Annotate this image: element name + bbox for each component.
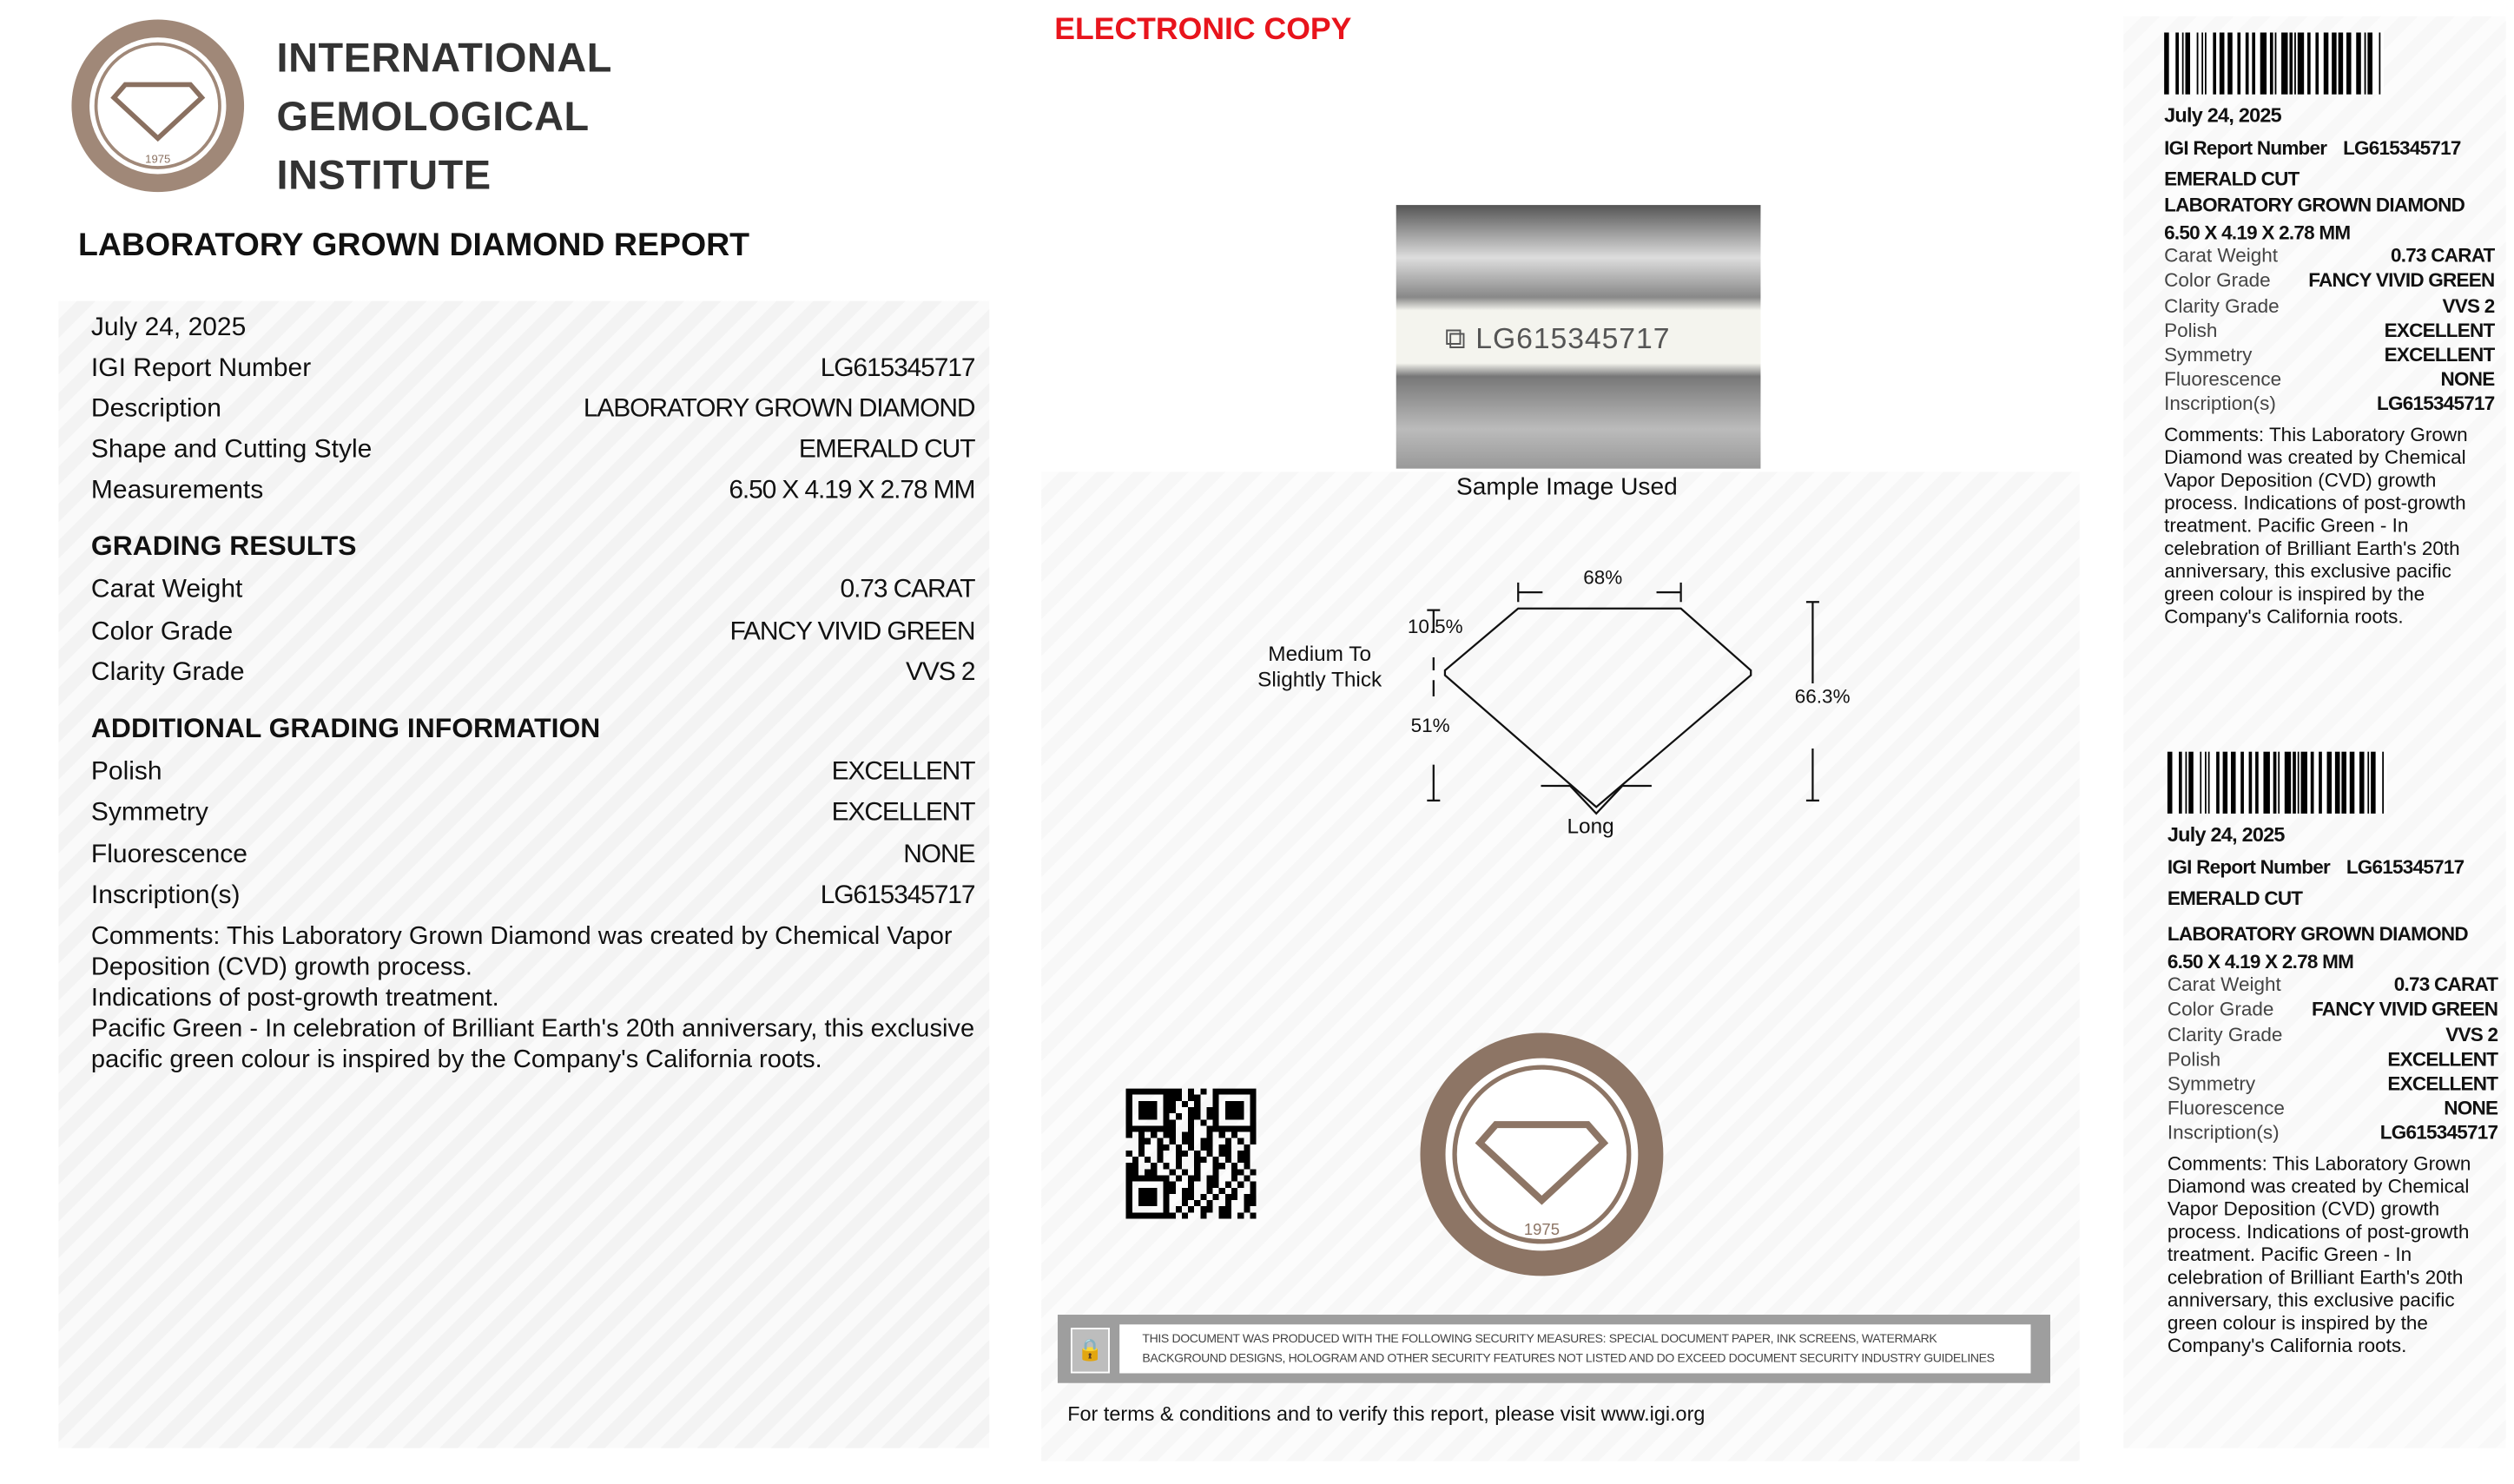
stub-label: Color Grade <box>2167 998 2274 1021</box>
detail-row <box>91 758 974 788</box>
stub-value: EXCELLENT <box>2387 1072 2498 1096</box>
barcode <box>2168 752 2498 814</box>
detail-row <box>91 576 974 605</box>
row-value: VVS 2 <box>906 658 975 687</box>
stub-value: EXCELLENT <box>2384 343 2495 366</box>
qr-code[interactable] <box>1123 1089 1259 1219</box>
detail-row <box>91 841 974 870</box>
stub-shape: EMERALD CUT <box>2167 887 2303 910</box>
watermark-left <box>58 301 989 1448</box>
comments <box>91 921 978 1076</box>
stub-label: Symmetry <box>2164 343 2253 366</box>
stub-label: Carat Weight <box>2164 244 2278 267</box>
brand-name <box>277 30 612 205</box>
stub-comments: Comments: This Laboratory Grown Diamond was created by Chemical Vapor Deposition (CVD) growth process. Indications of post-growth treatment. Pacific Green - In celebration of Brilliant Earth's 20th anniversary, this exclusive pacific green colour is inspired by the Company's California roots. <box>2167 1151 2471 1357</box>
stub-row <box>2164 269 2494 294</box>
detail-row <box>91 477 974 506</box>
stub-description: LABORATORY GROWN DIAMOND <box>2164 194 2465 217</box>
row-label: Carat Weight <box>90 576 243 604</box>
row-value: LABORATORY GROWN DIAMOND <box>583 395 975 424</box>
row-label: Fluorescence <box>90 840 247 868</box>
stub-date: July 24, 2025 <box>2164 103 2281 128</box>
detail-row <box>91 659 974 689</box>
row-label: Color Grade <box>90 617 234 645</box>
stub-label: Carat Weight <box>2167 973 2281 997</box>
row-value: EMERALD CUT <box>798 436 975 465</box>
stub-measurements: 6.50 X 4.19 X 2.78 MM <box>2164 221 2351 245</box>
grading-heading: GRADING RESULTS <box>90 530 357 562</box>
depth-pct: 66.3% <box>1794 684 1851 709</box>
detail-row <box>91 395 974 425</box>
stub-value: FANCY VIVID GREEN <box>2308 268 2495 293</box>
stub-label: Fluorescence <box>2167 1097 2285 1120</box>
detail-row <box>91 617 974 647</box>
row-value: EXCELLENT <box>831 799 975 828</box>
stub-row <box>2164 343 2494 367</box>
row-label: Description <box>90 395 221 424</box>
detail-row <box>91 436 974 465</box>
row-label: Shape and Cutting Style <box>90 436 373 465</box>
sample-inscription: LG615345717 <box>1475 322 1671 355</box>
security-notice <box>1058 1315 2050 1383</box>
stub-row <box>2164 319 2494 343</box>
detail-row <box>91 354 974 384</box>
stub-row <box>2168 1023 2498 1047</box>
comment-line: Indications of post-growth treatment. <box>90 984 499 1012</box>
footer-verify: For terms & conditions and to verify this report, please visit www.igi.org <box>1067 1402 1706 1426</box>
row-value: NONE <box>903 840 975 868</box>
row-label: Measurements <box>90 477 264 505</box>
sample-image <box>1396 205 1761 469</box>
culet-label: Long <box>1567 813 1614 839</box>
stub-row <box>2168 1047 2498 1072</box>
table-pct: 68% <box>1583 566 1623 590</box>
stub-value: NONE <box>2444 1097 2498 1120</box>
row-value: LG615345717 <box>820 881 975 910</box>
stub-report-number: LG615345717 <box>2346 855 2465 879</box>
electronic-copy-label: ELECTRONIC COPY <box>1054 12 1352 48</box>
stub-report-label: IGI Report Number <box>2167 855 2331 879</box>
stub-label: Clarity Grade <box>2167 1022 2283 1046</box>
barcode <box>2164 32 2494 94</box>
stub-row <box>2168 998 2498 1022</box>
brand-line: INTERNATIONAL <box>276 36 612 82</box>
stub-label: Symmetry <box>2167 1072 2256 1096</box>
proportion-diagram <box>1399 577 1838 838</box>
row-label: Clarity Grade <box>90 658 245 687</box>
stub-row <box>2164 392 2494 417</box>
row-label: IGI Report Number <box>90 354 312 383</box>
comment-line: Comments: This Laboratory Grown Diamond was created by Chemical Vapor Deposition (CVD) growth process. <box>90 922 953 981</box>
security-text: THIS DOCUMENT WAS PRODUCED WITH THE FOLLOWING SECURITY MEASURES: SPECIAL DOCUMENT PAPER, INK SCREENS, WATERMARK BACKGROUND DESIGNS, HOLOGRAM AND OTHER SECURITY FEATURES NOT LISTED AND DO EXCEED DOCUMENT SECURITY INDUSTRY GUIDELINES <box>1119 1324 2030 1373</box>
row-label: Polish <box>90 758 162 787</box>
detail-row <box>91 314 974 344</box>
report-title: LABORATORY GROWN DIAMOND REPORT <box>77 228 750 264</box>
stub-shape: EMERALD CUT <box>2164 168 2300 191</box>
stub-value: FANCY VIVID GREEN <box>2312 998 2498 1021</box>
stub-value: LG615345717 <box>2376 392 2495 416</box>
stub-value: NONE <box>2440 367 2495 392</box>
detail-row <box>91 800 974 829</box>
svg-text:1975: 1975 <box>1523 1219 1560 1238</box>
stub-description: LABORATORY GROWN DIAMOND <box>2167 922 2468 946</box>
row-label: Symmetry <box>90 799 208 828</box>
row-value: LG615345717 <box>820 354 975 383</box>
row-value: FANCY VIVID GREEN <box>729 617 975 645</box>
stub-value: 0.73 CARAT <box>2390 244 2495 267</box>
crown-pct: 10.5% <box>1407 615 1463 638</box>
row-label: Inscription(s) <box>90 881 241 910</box>
row-label: July 24, 2025 <box>90 313 247 342</box>
girdle-label: Medium To Slightly Thick <box>1257 641 1382 692</box>
stub-report-number: LG615345717 <box>2343 136 2461 160</box>
stub-value: LG615345717 <box>2379 1121 2498 1145</box>
brand-line: GEMOLOGICAL <box>276 94 590 141</box>
stub-report-label: IGI Report Number <box>2164 136 2327 160</box>
pavilion-pct: 51% <box>1410 714 1450 737</box>
comment-line: Pacific Green - In celebration of Brilliant Earth's 20th anniversary, this exclusive pacific green colour is inspired by the Company's California roots. <box>90 1015 975 1074</box>
stub-label: Polish <box>2164 318 2218 342</box>
stub-row <box>2164 368 2494 392</box>
stub-label: Inscription(s) <box>2167 1121 2280 1145</box>
row-value: 0.73 CARAT <box>840 576 975 604</box>
stub-value: 0.73 CARAT <box>2393 973 2498 997</box>
stub-label: Color Grade <box>2164 268 2271 293</box>
igi-seal-logo <box>69 16 247 195</box>
stub-date: July 24, 2025 <box>2167 823 2285 847</box>
stub-value: VVS 2 <box>2445 1022 2498 1046</box>
brand-line: INSTITUTE <box>276 153 492 199</box>
stub-value: EXCELLENT <box>2384 318 2495 342</box>
sample-caption: Sample Image Used <box>1456 473 1678 502</box>
stub-label: Fluorescence <box>2164 367 2282 392</box>
stub-row <box>2168 1122 2498 1146</box>
svg-text:1975: 1975 <box>145 152 171 166</box>
stub-row <box>2164 294 2494 318</box>
stub-comments: Comments: This Laboratory Grown Diamond was created by Chemical Vapor Deposition (CVD) growth process. Indications of post-growth treatment. Pacific Green - In celebration of Brilliant Earth's 20th anniversary, this exclusive pacific green colour is inspired by the Company's California roots. <box>2164 422 2468 628</box>
igi-seal-stamp <box>1415 1028 1667 1280</box>
lock-document-icon: 🔒 <box>1071 1328 1110 1373</box>
stub-value: EXCELLENT <box>2387 1047 2498 1071</box>
stub-value: VVS 2 <box>2442 294 2495 317</box>
stub-label: Inscription(s) <box>2164 392 2276 416</box>
detail-row <box>91 881 974 911</box>
additional-heading: ADDITIONAL GRADING INFORMATION <box>90 712 601 744</box>
stub-row <box>2164 244 2494 268</box>
stub-label: Clarity Grade <box>2164 294 2280 317</box>
row-value: EXCELLENT <box>831 758 975 787</box>
stub-row <box>2168 973 2498 998</box>
stub-measurements: 6.50 X 4.19 X 2.78 MM <box>2167 950 2354 973</box>
igi-inscription-icon: ⧉ <box>1444 322 1476 355</box>
stub-row <box>2168 1072 2498 1097</box>
stub-label: Polish <box>2167 1047 2221 1071</box>
stub-row <box>2168 1097 2498 1121</box>
row-value: 6.50 X 4.19 X 2.78 MM <box>729 477 975 505</box>
